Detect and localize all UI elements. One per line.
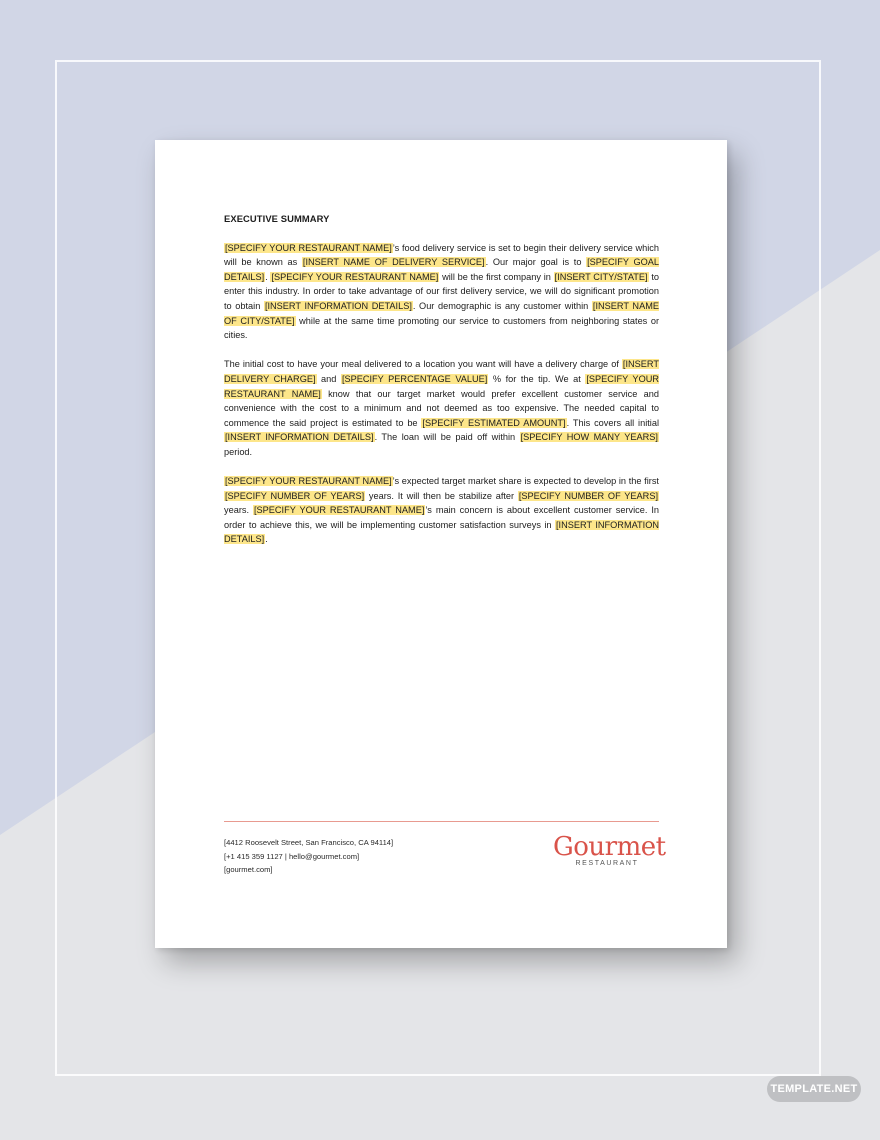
placeholder-highlight: [INSERT CITY/STATE] bbox=[554, 271, 648, 282]
footer-address: [4412 Roosevelt Street, San Francisco, CA 94114] bbox=[224, 838, 394, 847]
paragraph-text: . This covers all initial bbox=[566, 417, 659, 428]
document-heading: EXECUTIVE SUMMARY bbox=[224, 213, 330, 224]
paragraph-text: years. It will then be stabilize after bbox=[365, 490, 518, 501]
paragraph-text: ’s food delivery service is set to begin their delivery service which will be known as bbox=[224, 242, 660, 268]
paragraph-text: ’s main concern is about excellent customer service. In order to achieve this, we will be implementing customer satisfaction surveys in bbox=[224, 505, 659, 530]
footer-phone-email: [+1 415 359 1127 | hello@gourmet.com] bbox=[224, 851, 360, 861]
placeholder-highlight: [INSERT INFORMATION DETAILS] bbox=[224, 519, 659, 545]
paragraph-text: period. bbox=[224, 446, 253, 457]
body-paragraph bbox=[224, 357, 659, 459]
restaurant-logo bbox=[553, 832, 666, 867]
placeholder-highlight: [SPECIFY YOUR RESTAURANT NAME] bbox=[271, 271, 439, 282]
paragraph-text: while at the same time promoting our service to customers from neighboring states or cities. bbox=[224, 315, 660, 341]
placeholder-highlight: [SPECIFY HOW MANY YEARS] bbox=[520, 432, 658, 443]
template-watermark-badge: TEMPLATE.NET bbox=[767, 1076, 861, 1102]
paragraph-text: ’s expected target market share is expected to develop in the first bbox=[392, 476, 659, 487]
placeholder-highlight: [SPECIFY YOUR RESTAURANT NAME] bbox=[225, 476, 392, 487]
placeholder-highlight: [SPECIFY YOUR RESTAURANT NAME] bbox=[225, 242, 392, 253]
placeholder-highlight: [INSERT NAME OF DELIVERY SERVICE] bbox=[302, 257, 485, 268]
placeholder-highlight: [INSERT DELIVERY CHARGE] bbox=[224, 359, 659, 384]
footer-contact-block bbox=[224, 836, 393, 877]
paragraph-text: . bbox=[265, 534, 268, 545]
paragraph-text: years. bbox=[224, 505, 253, 516]
body-paragraph bbox=[224, 474, 659, 547]
placeholder-highlight: [SPECIFY NUMBER OF YEARS] bbox=[225, 490, 365, 501]
footer-website: [gourmet.com] bbox=[224, 865, 273, 875]
paragraph-text: The initial cost to have your meal delivered to a location you want will have a delivery charge of bbox=[224, 359, 622, 370]
paragraph-text: . The loan will be paid off within bbox=[374, 432, 520, 443]
placeholder-highlight: [SPECIFY ESTIMATED AMOUNT] bbox=[422, 417, 566, 428]
document-page bbox=[155, 140, 727, 948]
paragraph-text: . Our demographic is any customer within bbox=[412, 300, 592, 311]
paragraph-text: to enter this industry. In order to take advantage of our first delivery service, we will do significant promotion to obtain bbox=[224, 271, 659, 311]
placeholder-highlight: [SPECIFY GOAL DETAILS] bbox=[224, 257, 660, 282]
placeholder-highlight: [INSERT NAME OF CITY/STATE] bbox=[224, 300, 659, 326]
paragraph-text: % for the tip. We at bbox=[488, 373, 586, 384]
placeholder-highlight: [SPECIFY PERCENTAGE VALUE] bbox=[341, 373, 488, 384]
paragraph-text: will be the first company in bbox=[439, 271, 554, 282]
logo-subtitle: RESTAURANT bbox=[575, 860, 639, 867]
placeholder-highlight: [SPECIFY YOUR RESTAURANT NAME] bbox=[253, 505, 425, 516]
placeholder-highlight: [SPECIFY YOUR RESTAURANT NAME] bbox=[224, 373, 659, 399]
paragraph-text: know that our target market would prefer excellent customer service and convenience with the cost to a minimum and not deemed as too expensive. The needed capital to commence the said project is estimated to be bbox=[224, 388, 659, 428]
footer-divider bbox=[224, 821, 659, 822]
paragraph-text: . bbox=[265, 271, 271, 282]
placeholder-highlight: [INSERT INFORMATION DETAILS] bbox=[264, 300, 412, 311]
paragraph-text: and bbox=[316, 373, 341, 384]
logo-wordmark: Gourmet bbox=[553, 832, 666, 862]
placeholder-highlight: [SPECIFY NUMBER OF YEARS] bbox=[518, 490, 658, 501]
document-content bbox=[224, 212, 659, 562]
placeholder-highlight: [INSERT INFORMATION DETAILS] bbox=[225, 432, 374, 443]
body-paragraph bbox=[224, 241, 659, 343]
document-body bbox=[224, 241, 659, 547]
paragraph-text: . Our major goal is to bbox=[485, 257, 587, 268]
